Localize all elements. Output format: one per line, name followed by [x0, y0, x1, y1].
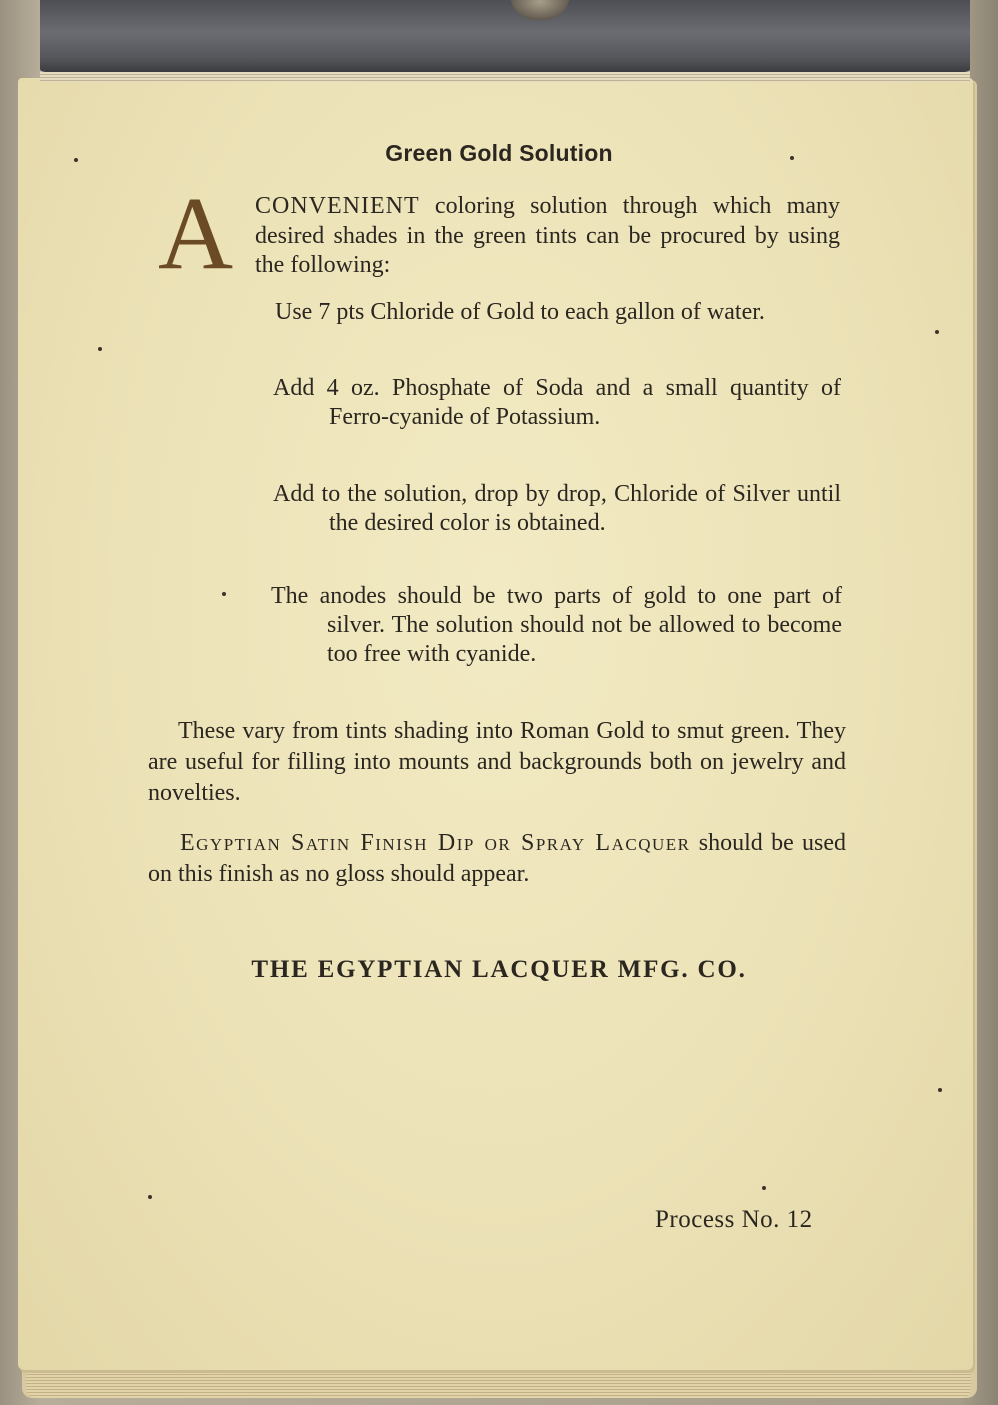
intro-paragraph — [255, 192, 840, 281]
intro-text: coloring solution through which many desired shades in the green tints can be procured by using the following: — [255, 193, 840, 278]
paper-speck — [98, 347, 102, 351]
page-stack-bottom-edge — [26, 1372, 971, 1398]
company-name: THE EGYPTIAN LACQUER MFG. CO. — [251, 956, 747, 983]
lacquer-product-name: Egyptian Satin Finish Dip or Spray Lacquer — [180, 830, 691, 856]
step-2: Add 4 oz. Phosphate of Soda and a small quantity of Ferro-cyanide of Potassium. — [273, 375, 841, 430]
process-number: Process No. 12 — [655, 1206, 813, 1233]
binding-rivet — [510, 0, 570, 20]
drop-cap-letter: A — [158, 176, 234, 291]
step-3: Add to the solution, drop by drop, Chloride of Silver until the desired color is obtained. — [273, 481, 841, 536]
paper-speck — [148, 1195, 152, 1199]
step-4: The anodes should be two parts of gold to one part of silver. The solution should not be allowed to become too free with cyanide. — [271, 583, 842, 667]
paper-speck — [938, 1088, 942, 1092]
paper-speck — [790, 156, 794, 160]
document-title: Green Gold Solution — [385, 140, 613, 166]
intro-lead-word: CONVENIENT — [255, 193, 420, 219]
paper-speck — [935, 330, 939, 334]
lacquer-note — [148, 828, 846, 890]
paper-speck — [222, 592, 226, 596]
step-1: Use 7 pts Chloride of Gold to each gallon of water. — [275, 299, 765, 325]
paper-speck — [762, 1186, 766, 1190]
usage-paragraph: These vary from tints shading into Roman Gold to smut green. They are useful for filling into mounts and backgrounds both on jewelry and novelties. — [148, 718, 846, 806]
metal-binding-strip — [40, 0, 970, 75]
lacquer-note-text: should be used on this finish as no gloss should appear. — [148, 830, 847, 887]
paper-speck — [74, 158, 78, 162]
